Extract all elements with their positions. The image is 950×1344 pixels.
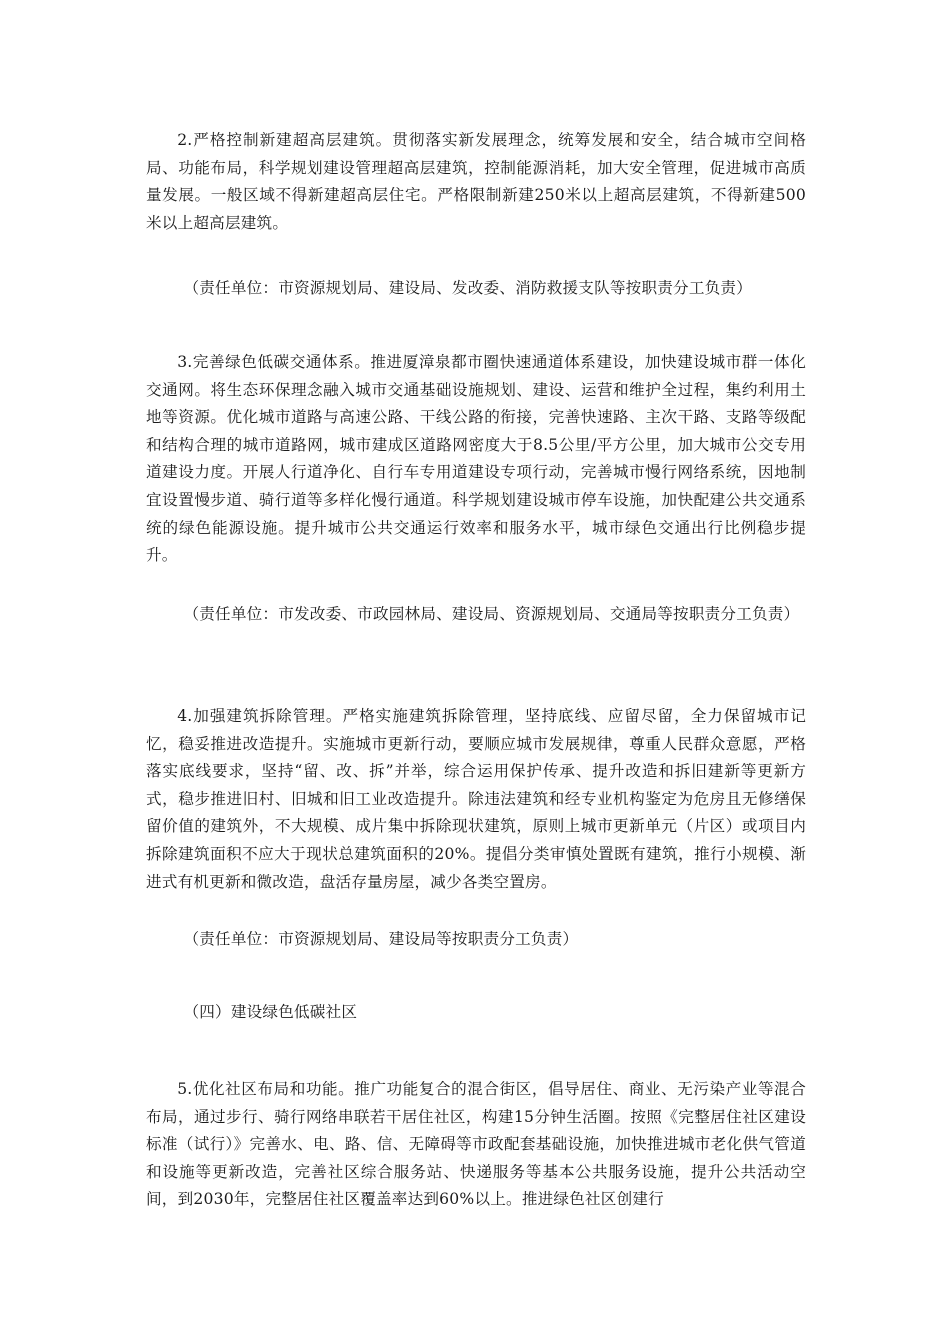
paragraph-item-5: 5.优化社区布局和功能。推广功能复合的混合街区，倡导居住、商业、无污染产业等混合布局，通过步行、骑行网络串联若干居住社区，构建15分钟生活圈。按照《完整居住社区建设标准（试行）》完善水、电、路、信、无障碍等市政配套基础设施，加快推进城市老化供气管道和设施等更新改造，完善社区综合服务站、快递服务等基本公共服务设施，提升公共活动空间，到2030年，完整居住社区覆盖率达到60%以上。推进绿色社区创建行 [146,1080,806,1209]
paragraph-item-3: 3.完善绿色低碳交通体系。推进厦漳泉都市圈快速通道体系建设，加快建设城市群一体化交通网。将生态环保理念融入城市交通基础设施规划、建设、运营和维护全过程，集约利用土地等资源。优化城市道路与高速公路、干线公路的衔接，完善快速路、主次干路、支路等级配和结构合理的城市道路网，城市建成区道路网密度大于8.5公里/平方公里，加大城市公交专用道建设力度。开展人行道净化、自行车专用道建设专项行动，完善城市慢行网络系统，因地制宜设置慢步道、骑行道等多样化慢行通道。科学规划建设城市停车设施，加快配建公共交通系统的绿色能源设施。提升城市公共交通运行效率和服务水平，城市绿色交通出行比例稳步提升。 [146,353,806,565]
responsibility-note-4: （责任单位：市资源规划局、建设局等按职责分工负责） [183,930,579,948]
paragraph-item-2: 2.严格控制新建超高层建筑。贯彻落实新发展理念，统筹发展和安全，结合城市空间格局、功能布局，科学规划建设管理超高层建筑，控制能源消耗，加大安全管理，促进城市高质量发展。一般区域不得新建超高层住宅。严格限制新建250米以上超高层建筑，不得新建500米以上超高层建筑。 [146,131,806,232]
responsibility-note-2: （责任单位：市资源规划局、建设局、发改委、消防救援支队等按职责分工负责） [183,279,753,297]
responsibility-note-3: （责任单位：市发改委、市政园林局、建设局、资源规划局、交通局等按职责分工负责） [183,605,800,623]
section-heading-4: （四）建设绿色低碳社区 [183,1003,358,1021]
paragraph-item-4: 4.加强建筑拆除管理。严格实施建筑拆除管理，坚持底线、应留尽留，全力保留城市记忆，稳妥推进改造提升。实施城市更新行动，要顺应城市发展规律，尊重人民群众意愿，严格落实底线要求，坚持“留、改、拆”并举，综合运用保护传承、提升改造和拆旧建新等更新方式，稳步推进旧村、旧城和旧工业改造提升。除违法建筑和经专业机构鉴定为危房且无修缮保留价值的建筑外，不大规模、成片集中拆除现状建筑，原则上城市更新单元（片区）或项目内拆除建筑面积不应大于现状总建筑面积的20%。提倡分类审慎处置既有建筑，推行小规模、渐进式有机更新和微改造，盘活存量房屋，减少各类空置房。 [146,707,806,891]
